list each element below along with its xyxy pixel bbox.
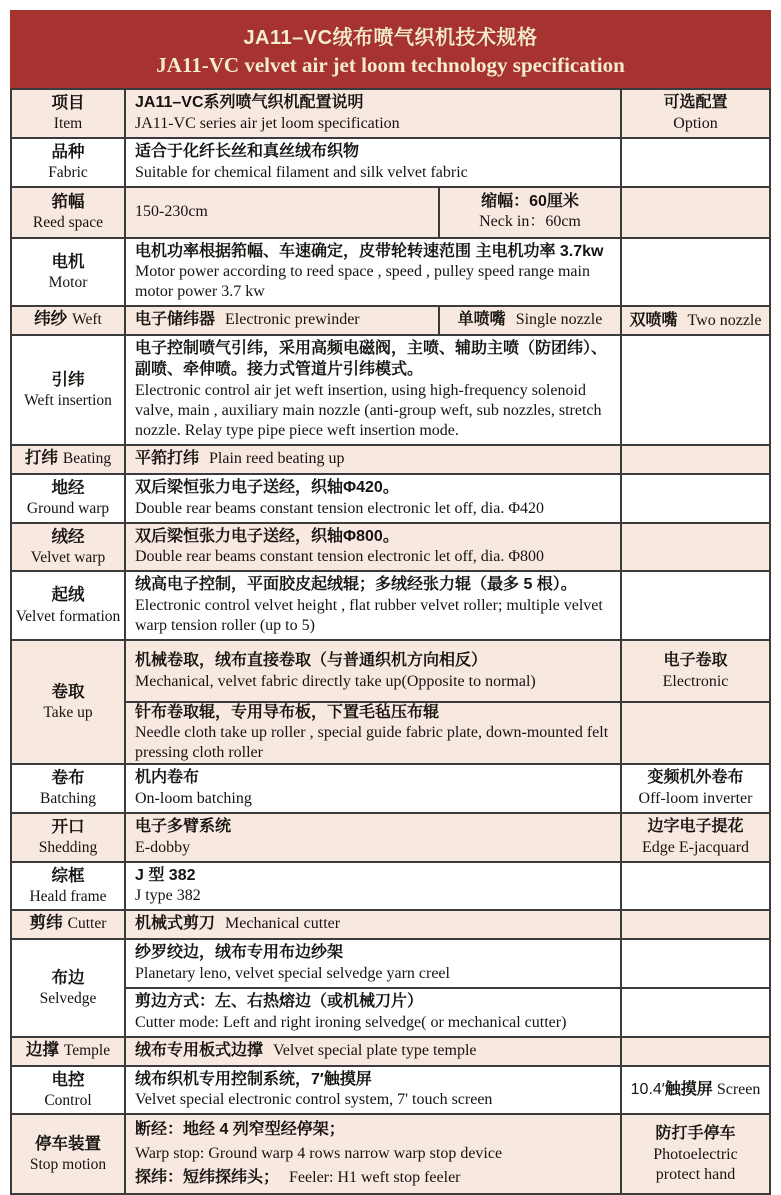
shedding-desc-en: E-dobby xyxy=(135,838,191,856)
control-option xyxy=(620,1067,769,1114)
selvedge-option-2-empty xyxy=(620,989,769,1036)
take-up-desc-2-en: Needle cloth take up roller , special guide fabric plate, down-mounted felt pressing cloth roller xyxy=(135,724,609,762)
heald-frame-desc-en: J type 382 xyxy=(135,887,201,905)
selvedge-desc-2-zh: 剪边方式：左、右热熔边（或机械刀片） xyxy=(135,992,424,1010)
cutter-label xyxy=(12,911,124,938)
heald-frame-desc xyxy=(124,863,620,910)
heald-frame-desc-zh: J 型 382 xyxy=(135,866,196,884)
batching-desc xyxy=(124,765,620,812)
batching-label xyxy=(12,765,124,812)
take-up-subrow-1 xyxy=(124,641,769,701)
batching-option xyxy=(620,765,769,812)
cutter-option-empty xyxy=(620,911,769,938)
weft-content xyxy=(124,307,620,334)
weft-option-zh: 双喷嘴 xyxy=(629,311,678,329)
velvet-warp-label-en: Velvet warp xyxy=(30,549,106,566)
selvedge-label-zh: 布边 xyxy=(51,968,85,987)
reed-content xyxy=(124,188,620,237)
row-velvet-warp xyxy=(12,522,769,571)
stop-motion-label-en: Stop motion xyxy=(29,1156,107,1174)
shedding-option xyxy=(620,814,769,861)
row-batching xyxy=(12,763,769,812)
temple-label xyxy=(12,1038,124,1065)
temple-desc-zh: 绒布专用板式边撑 xyxy=(135,1041,264,1059)
ground-warp-desc xyxy=(124,475,620,522)
weft-label-en: Weft xyxy=(72,311,102,329)
take-up-desc-1-zh: 机械卷取，绒布直接卷取（与普通织机方向相反） xyxy=(135,651,488,669)
row-weft xyxy=(12,305,769,334)
control-label-zh: 电控 xyxy=(51,1070,85,1089)
shedding-desc xyxy=(124,814,620,861)
selvedge-subrow-1 xyxy=(124,940,769,987)
weft-insertion-desc-en: Electronic control air jet weft insertion, using high-frequency solenoid valve, main , auxiliary main nozzle (anti-group weft, sub nozzles, stretch nozzle. Relay type pipe piece weft insertion mode. xyxy=(135,381,602,439)
weft-option-en: Two nozzle xyxy=(687,311,762,329)
take-up-desc-1-en: Mechanical, velvet fabric directly take up(Opposite to normal) xyxy=(135,672,536,690)
cutter-desc xyxy=(124,911,620,938)
temple-label-en: Temple xyxy=(63,1041,111,1059)
shedding-label-en: Shedding xyxy=(38,839,98,857)
shedding-label-zh: 开口 xyxy=(51,817,85,836)
weft-insertion-desc xyxy=(124,336,620,444)
shedding-desc-zh: 电子多臂系统 xyxy=(135,817,232,835)
weft-prewinder-cell xyxy=(126,307,438,334)
beating-label-en: Beating xyxy=(62,449,112,467)
stop-motion-line2-zh: 探纬：短纬探纬头； xyxy=(135,1169,280,1187)
row-heald-frame xyxy=(12,861,769,910)
fabric-option-empty xyxy=(620,139,769,186)
selvedge-label xyxy=(12,940,124,1036)
temple-label-zh: 边撑 xyxy=(25,1040,59,1059)
take-up-option-en: Electronic xyxy=(662,672,729,690)
control-option-zh: 触摸屏 xyxy=(664,1081,713,1099)
velvet-warp-label xyxy=(12,524,124,571)
row-cutter xyxy=(12,909,769,938)
batching-label-en: Batching xyxy=(40,790,96,808)
cutter-label-en: Cutter xyxy=(67,915,107,933)
row-shedding xyxy=(12,812,769,861)
motor-label xyxy=(12,239,124,306)
selvedge-desc-1-zh: 纱罗绞边，绒布专用布边纱架 xyxy=(135,944,344,962)
weft-prewinder-en: Electronic prewinder xyxy=(225,311,360,329)
control-desc-en: Velvet special electronic control system, 7' touch screen xyxy=(135,1091,493,1109)
selvedge-subrow-2 xyxy=(124,987,769,1036)
ground-warp-label-zh: 地经 xyxy=(51,478,85,497)
row-control xyxy=(12,1065,769,1114)
temple-option-empty xyxy=(620,1038,769,1065)
row-weft-insertion xyxy=(12,334,769,444)
weft-insertion-label-zh: 引纬 xyxy=(51,370,85,389)
ground-warp-desc-en: Double rear beams constant tension electronic let off, dia. Φ420 xyxy=(135,499,545,517)
velvet-formation-desc xyxy=(124,572,620,639)
control-label-en: Control xyxy=(44,1091,92,1109)
take-up-option xyxy=(620,641,769,701)
reed-neck-en: Neck in：60cm xyxy=(479,213,581,231)
weft-option xyxy=(620,307,769,334)
row-reed-space xyxy=(12,186,769,237)
weft-insertion-option-empty xyxy=(620,336,769,444)
weft-nozzle-en: Single nozzle xyxy=(515,311,603,329)
selvedge-desc-2-en: Cutter mode: Left and right ironing selvedge( or mechanical cutter) xyxy=(135,1013,567,1031)
stop-motion-line1-zh: 断经：地经 4 列窄型经停架； xyxy=(135,1121,345,1139)
batching-option-en: Off-loom inverter xyxy=(638,789,753,807)
weft-insertion-desc-zh: 电子控制喷气引纬，采用高频电磁阀，主喷、辅助主喷（防团纬）、副喷、牵伸喷。接力式管道片引纬模式。 xyxy=(135,340,608,379)
stop-motion-desc xyxy=(124,1115,620,1193)
shedding-label xyxy=(12,814,124,861)
stop-motion-label xyxy=(12,1115,124,1193)
reed-label-zh: 筘幅 xyxy=(51,192,85,211)
row-beating xyxy=(12,444,769,473)
velvet-warp-option-empty xyxy=(620,524,769,571)
item-option-en: Option xyxy=(673,114,718,132)
row-ground-warp xyxy=(12,473,769,522)
ground-warp-label xyxy=(12,475,124,522)
item-desc-en: JA11-VC series air jet loom specification xyxy=(135,114,400,132)
row-item xyxy=(12,90,769,137)
weft-label xyxy=(12,307,124,334)
control-option-en: Screen xyxy=(716,1081,761,1099)
control-desc xyxy=(124,1067,620,1114)
cutter-desc-zh: 机械式剪刀 xyxy=(135,915,216,933)
fabric-desc xyxy=(124,139,620,186)
batching-desc-en: On-loom batching xyxy=(135,789,252,807)
weft-insertion-label xyxy=(12,336,124,444)
take-up-option-zh: 电子卷取 xyxy=(663,651,728,669)
sheet-title-zh: JA11–VC绒布喷气织机技术规格 xyxy=(243,26,538,49)
shedding-option-zh: 边字电子提花 xyxy=(647,817,744,835)
temple-desc-en: Velvet special plate type temple xyxy=(273,1041,477,1059)
row-selvedge xyxy=(12,938,769,1036)
velvet-formation-label xyxy=(12,572,124,639)
stop-motion-option-zh: 防打手停车 xyxy=(655,1124,736,1142)
heald-frame-label-zh: 综框 xyxy=(51,866,85,885)
temple-desc xyxy=(124,1038,620,1065)
item-label-en: Item xyxy=(53,115,83,133)
velvet-warp-desc-en: Double rear beams constant tension electronic let off, dia. Φ800 xyxy=(135,548,545,566)
weft-prewinder-zh: 电子储纬器 xyxy=(135,311,216,329)
beating-desc xyxy=(124,446,620,473)
spec-table xyxy=(10,88,771,1195)
batching-label-zh: 卷布 xyxy=(51,768,85,787)
shedding-option-en: Edge E-jacquard xyxy=(641,838,750,856)
reed-option-empty xyxy=(620,188,769,237)
reed-neck-zh: 缩幅：60厘米 xyxy=(481,192,579,210)
take-up-desc-1 xyxy=(124,641,620,701)
stop-motion-line2-en: Feeler: H1 weft stop feeler xyxy=(289,1169,461,1187)
beating-label xyxy=(12,446,124,473)
beating-label-zh: 打纬 xyxy=(24,448,58,467)
weft-label-zh: 纬纱 xyxy=(34,310,68,329)
item-label-zh: 项目 xyxy=(51,93,85,112)
fabric-label xyxy=(12,139,124,186)
heald-frame-option-empty xyxy=(620,863,769,910)
beating-desc-zh: 平筘打纬 xyxy=(135,449,200,467)
motor-option-empty xyxy=(620,239,769,306)
reed-range-value: 150-230cm xyxy=(135,203,208,221)
batching-option-zh: 变频机外卷布 xyxy=(647,768,744,786)
stop-motion-option-en2: protect hand xyxy=(655,1165,736,1183)
take-up-label-en: Take up xyxy=(43,704,93,722)
weft-insertion-label-en: Weft insertion xyxy=(24,392,112,410)
ground-warp-label-en: Ground warp xyxy=(26,500,110,518)
motor-desc-en: Motor power according to reed space , speed , pulley speed range main motor power 3.7 kw xyxy=(135,263,590,301)
item-desc-zh: JA11–VC系列喷气织机配置说明 xyxy=(135,94,364,111)
velvet-formation-desc-en: Electronic control velvet height , flat rubber velvet roller; multiple velvet warp tension roller (up to 5) xyxy=(135,597,603,635)
take-up-desc-2-zh: 针布卷取辊，专用导布板，下置毛毡压布辊 xyxy=(135,703,440,721)
take-up-desc-2 xyxy=(124,703,620,763)
weft-nozzle-zh: 单喷嘴 xyxy=(457,311,506,329)
fabric-desc-en: Suitable for chemical filament and silk velvet fabric xyxy=(135,163,468,181)
row-velvet-formation xyxy=(12,570,769,639)
beating-option-empty xyxy=(620,446,769,473)
motor-label-en: Motor xyxy=(48,274,88,292)
reed-label-en: Reed space xyxy=(32,214,104,232)
heald-frame-label xyxy=(12,863,124,910)
fabric-label-zh: 品种 xyxy=(51,142,85,161)
control-option-size: 10.4′ xyxy=(630,1081,665,1099)
velvet-formation-label-zh: 起绒 xyxy=(51,586,85,605)
row-motor xyxy=(12,237,769,306)
control-desc-zh: 绒布织机专用控制系统，7′触摸屏 xyxy=(135,1070,372,1088)
motor-desc xyxy=(124,239,620,306)
take-up-label xyxy=(12,641,124,763)
selvedge-label-en: Selvedge xyxy=(39,989,97,1007)
velvet-formation-label-en: Velvet formation xyxy=(15,607,121,625)
take-up-option-2-empty xyxy=(620,703,769,763)
item-desc xyxy=(124,90,620,137)
take-up-label-zh: 卷取 xyxy=(51,682,85,701)
row-fabric xyxy=(12,137,769,186)
stop-motion-option xyxy=(620,1115,769,1193)
cutter-desc-en: Mechanical cutter xyxy=(225,915,341,933)
velvet-formation-desc-zh: 绒高电子控制，平面胶皮起绒辊；多绒经张力辊（最多 5 根）。 xyxy=(135,576,577,594)
fabric-label-en: Fabric xyxy=(48,164,88,182)
weft-nozzle-cell xyxy=(438,307,620,334)
reed-neck-cell xyxy=(438,188,620,237)
heald-frame-label-en: Heald frame xyxy=(29,887,107,905)
item-option-zh: 可选配置 xyxy=(663,94,728,111)
beating-desc-en: Plain reed beating up xyxy=(209,449,345,467)
motor-desc-zh: 电机功率根据筘幅、车速确定，皮带轮转速范围 主电机功率 3.7kw xyxy=(135,242,604,260)
stop-motion-label-zh: 停车装置 xyxy=(35,1134,101,1153)
velvet-warp-label-zh: 绒经 xyxy=(51,527,85,546)
item-label xyxy=(12,90,124,137)
selvedge-desc-1 xyxy=(124,940,620,987)
stop-motion-option-en1: Photoelectric xyxy=(653,1145,738,1163)
motor-label-zh: 电机 xyxy=(51,252,85,271)
row-temple xyxy=(12,1036,769,1065)
control-label xyxy=(12,1067,124,1114)
velvet-warp-desc-zh: 双后梁恒张力电子送经，织轴Φ800。 xyxy=(135,527,399,545)
cutter-label-zh: 剪纬 xyxy=(29,914,63,933)
item-option xyxy=(620,90,769,137)
row-stop-motion xyxy=(12,1113,769,1193)
selvedge-option-1-empty xyxy=(620,940,769,987)
reed-range-cell xyxy=(126,188,438,237)
fabric-desc-zh: 适合于化纤长丝和真丝绒布织物 xyxy=(135,142,360,160)
reed-label xyxy=(12,188,124,237)
take-up-subrow-2 xyxy=(124,701,769,763)
velvet-warp-desc xyxy=(124,524,620,571)
ground-warp-option-empty xyxy=(620,475,769,522)
velvet-formation-option-empty xyxy=(620,572,769,639)
selvedge-desc-1-en: Planetary leno, velvet special selvedge yarn creel xyxy=(135,964,450,982)
sheet-title-en: JA11-VC velvet air jet loom technology specification xyxy=(156,52,625,77)
selvedge-desc-2 xyxy=(124,989,620,1036)
stop-motion-line1-en: Warp stop: Ground warp 4 rows narrow warp stop device xyxy=(135,1145,503,1163)
sheet-header xyxy=(10,10,771,88)
row-take-up xyxy=(12,639,769,763)
batching-desc-zh: 机内卷布 xyxy=(135,768,200,786)
ground-warp-desc-zh: 双后梁恒张力电子送经，织轴Φ420。 xyxy=(135,478,399,496)
